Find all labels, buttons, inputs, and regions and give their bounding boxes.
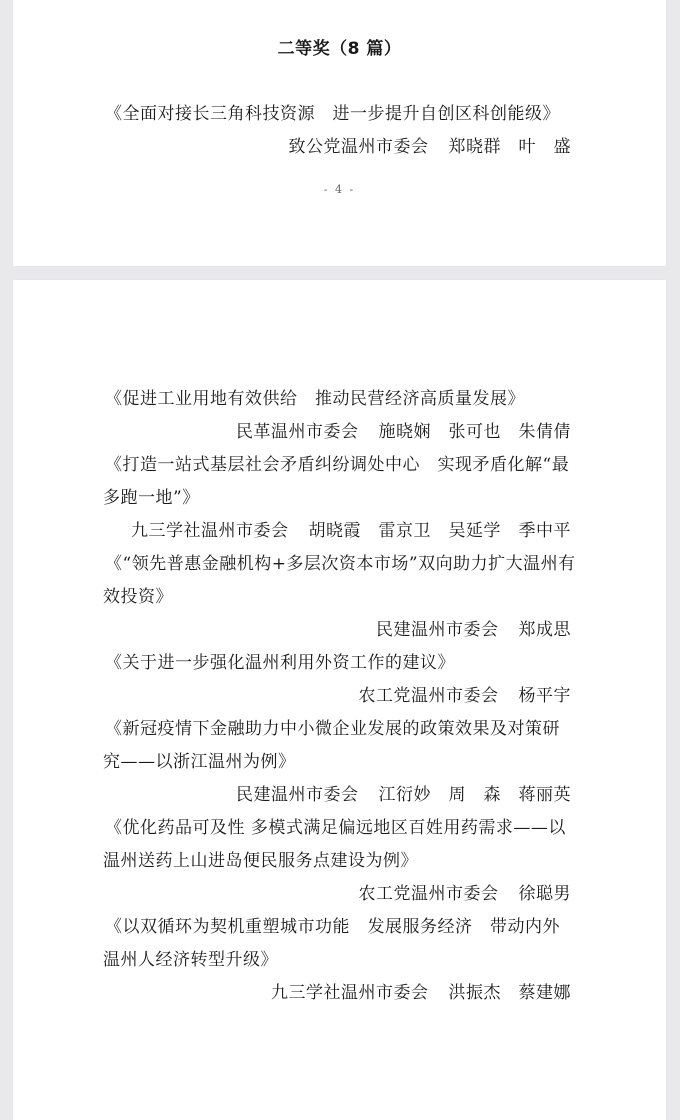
entry-authors: 徐聪男 xyxy=(518,884,571,904)
entry-org: 民建温州市委会 xyxy=(236,785,359,805)
entry-authors: 施晓娴 张可也 朱倩倩 xyxy=(378,422,571,442)
entry-org: 民革温州市委会 xyxy=(236,422,359,442)
page-number: - 4 - xyxy=(323,183,356,196)
entry-title-line: 《打造一站式基层社会矛盾纠纷调处中心 实现矛盾化解“最 xyxy=(105,455,570,475)
entry-authors: 洪振杰 蔡建娜 xyxy=(448,983,571,1003)
entry-byline xyxy=(376,619,571,641)
entry-authors: 胡晓霞 雷京卫 吴延学 季中平 xyxy=(308,521,571,541)
document-page-1 xyxy=(13,0,666,266)
entry-org: 九三学社温州市委会 xyxy=(131,521,289,541)
entry-org: 农工党温州市委会 xyxy=(358,884,499,904)
entry-org: 九三学社温州市委会 xyxy=(271,983,429,1003)
entry-byline xyxy=(131,520,571,542)
section-heading: 二等奖（8 篇） xyxy=(277,39,402,59)
entry-title-line: 温州人经济转型升级》 xyxy=(103,950,278,970)
entry-byline xyxy=(289,136,572,158)
entry-byline xyxy=(359,883,572,905)
entry-title-line: 《以双循环为契机重塑城市功能 发展服务经济 带动内外 xyxy=(105,917,560,937)
entry-title-line: 《优化药品可及性 多模式满足偏远地区百姓用药需求——以 xyxy=(105,818,566,838)
entry-title-line: 效投资》 xyxy=(103,587,173,607)
entry-authors: 郑晓群 叶 盛 xyxy=(448,137,571,157)
entry-title-line: 《关于进一步强化温州利用外资工作的建议》 xyxy=(105,653,455,673)
document-page-2 xyxy=(13,280,666,1120)
entry-title-line: 究——以浙江温州为例》 xyxy=(103,752,296,772)
entry-title-line: 《新冠疫情下金融助力中小微企业发展的政策效果及对策研 xyxy=(105,719,560,739)
entry-authors: 杨平宇 xyxy=(518,686,571,706)
entry-byline xyxy=(236,784,571,806)
entry-byline xyxy=(359,685,572,707)
entry-authors: 江衍妙 周 森 蒋丽英 xyxy=(378,785,571,805)
entry-title-line: 温州送药上山进岛便民服务点建设为例》 xyxy=(103,851,418,871)
entry-org: 民建温州市委会 xyxy=(376,620,499,640)
entry-byline xyxy=(271,982,571,1004)
entry-title-line: 《促进工业用地有效供给 推动民营经济高质量发展》 xyxy=(105,389,525,409)
entry-title-line: 多跑一地”》 xyxy=(103,488,200,508)
entry-org: 农工党温州市委会 xyxy=(358,686,499,706)
entry-authors: 郑成思 xyxy=(518,620,571,640)
entry-title-line: 《“领先普惠金融机构+多层次资本市场”双向助力扩大温州有 xyxy=(105,554,576,574)
entry-org: 致公党温州市委会 xyxy=(288,137,429,157)
entry-byline xyxy=(236,421,571,443)
entry-title-line: 《全面对接长三角科技资源 进一步提升自创区科创能级》 xyxy=(105,104,560,124)
